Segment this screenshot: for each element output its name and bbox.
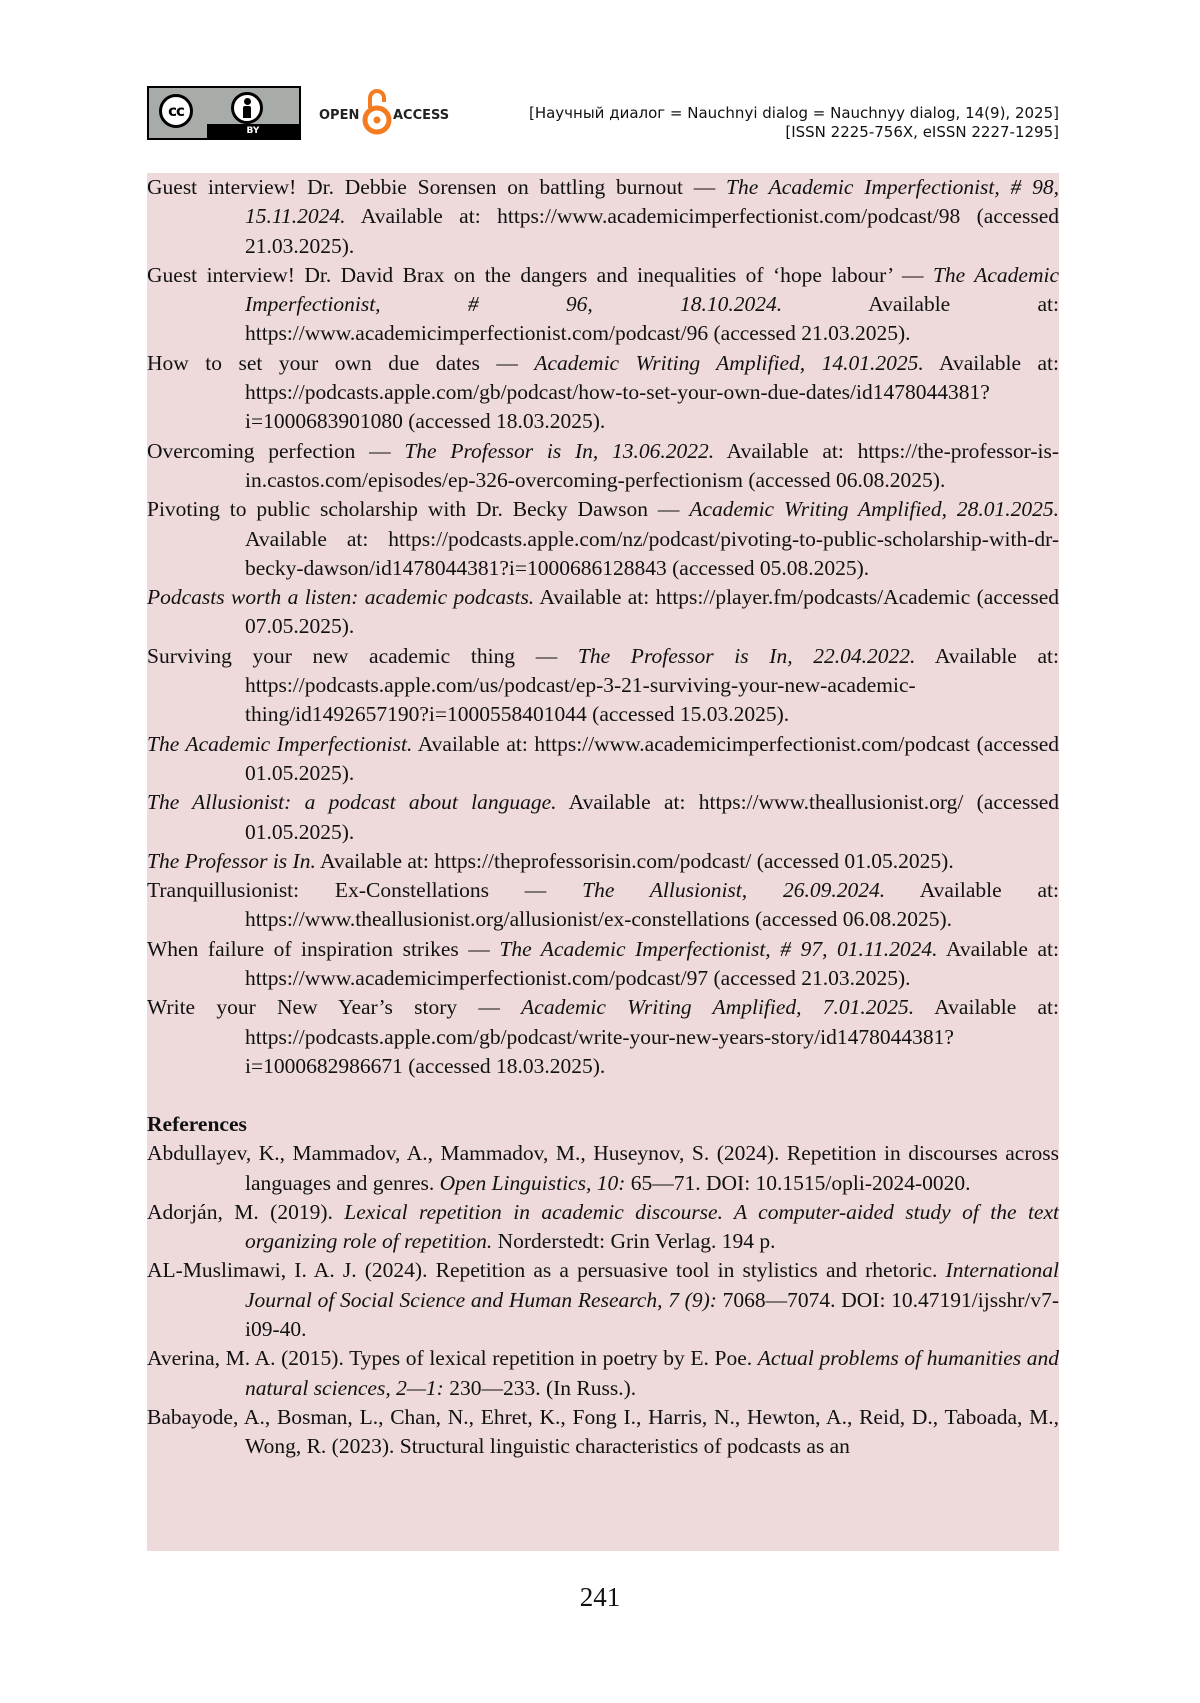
source-entry	[147, 437, 1059, 496]
entry-text: AL-Muslimawi, I. A. J. (2024). Repetition as a persuasive tool in stylistics and rhetoric.	[147, 1258, 946, 1283]
entry-italic-title: The Allusionist, 26.09.2024.	[582, 878, 886, 903]
source-entry	[147, 730, 1059, 789]
entry-availability: Available at: https://player.fm/podcasts/Academic (accessed 07.05.2025).	[245, 585, 1059, 639]
citation-line-1: [Научный диалог = Nauchnyi dialog = Nauchnyy dialog, 14(9), 2025]	[528, 104, 1059, 122]
entry-italic-title: Podcasts worth a listen: academic podcasts.	[147, 585, 535, 610]
entry-availability: Available at: https://the-professor-is-in.castos.com/episodes/ep-326-overcoming-perfectionism (accessed 06.08.2025).	[245, 438, 1059, 492]
entry-availability: Available at: https://podcasts.apple.com/us/podcast/ep-3-21-surviving-your-new-academic-thing/id1492657190?i=1000558401044 (accessed 15.03.2025).	[245, 643, 1059, 727]
source-entry	[147, 261, 1059, 349]
entry-text: Guest interview! Dr. Debbie Sorensen on battling burnout —	[147, 175, 727, 199]
entry-text: Surviving your new academic thing —	[147, 643, 578, 668]
entry-text: When failure of inspiration strikes —	[147, 936, 500, 961]
entry-text: Averina, M. A. (2015). Types of lexical repetition in poetry by E. Poe.	[147, 1346, 758, 1371]
source-entry	[147, 876, 1059, 935]
entry-availability: Available at: https://www.academicimperfectionist.com/podcast/96 (accessed 21.03.2025).	[245, 292, 1059, 346]
entry-availability: 65—71. DOI: 10.1515/opli-2024-0020.	[625, 1170, 971, 1195]
reference-entry	[147, 1139, 1059, 1198]
source-entry	[147, 993, 1059, 1081]
reference-entry	[147, 1198, 1059, 1257]
reference-entry	[147, 1403, 1059, 1462]
page-header	[147, 84, 1059, 144]
entry-italic-title: Lexical repetition in academic discourse. A computer-aided study of the text organizing role of repetition.	[245, 1199, 1059, 1254]
entry-italic-title: The Academic Imperfectionist.	[147, 731, 413, 756]
entry-italic-title: International Journal of Social Science and Human Research, 7 (9):	[245, 1258, 1059, 1312]
open-access-lock-icon	[361, 86, 393, 138]
references-heading: References	[147, 1112, 247, 1137]
entry-italic-title: The Professor is In, 22.04.2022.	[577, 643, 916, 668]
by-label: BY	[207, 124, 299, 138]
entry-availability: 7068—7074. DOI: 10.47191/ijsshr/v7-i09-40.	[245, 1287, 1059, 1341]
entry-availability: Available at: https://www.theallusionist.org/allusionist/ex-constellations (accessed 06.08.2025).	[245, 878, 1059, 932]
entry-availability: Available at: https://podcasts.apple.com/gb/podcast/how-to-set-your-own-due-dates/id1478044381?i=1000683901080 (accessed 18.03.2025).	[245, 350, 1059, 434]
entry-availability: Norderstedt: Grin Verlag. 194 p.	[492, 1229, 776, 1254]
entry-italic-title: The Academic Imperfectionist, # 97, 01.11.2024.	[499, 936, 938, 961]
entry-italic-title: Academic Writing Amplified, 7.01.2025.	[521, 995, 915, 1020]
open-access-left-text: OPEN	[319, 108, 360, 123]
entry-text: Tranquillusionist: Ex-Constellations —	[147, 878, 583, 903]
entry-italic-title: Actual problems of humanities and natural sciences, 2—1:	[245, 1346, 1059, 1400]
entry-italic-title: The Allusionist: a podcast about language.	[147, 790, 557, 815]
entry-availability: Available at: https://podcasts.apple.com/nz/podcast/pivoting-to-public-scholarship-with-dr-becky-dawson/id1478044381?i=1000686128843 (accessed 05.08.2025).	[245, 526, 1059, 580]
page-number: 241	[579, 1582, 621, 1612]
entry-text: Write your New Year’s story —	[147, 995, 522, 1020]
entry-italic-title: Academic Writing Amplified, 28.01.2025.	[689, 497, 1059, 522]
source-entry	[147, 642, 1059, 730]
entry-italic-title: The Professor is In.	[147, 848, 316, 873]
entry-italic-title: The Professor is In, 13.06.2022.	[404, 438, 715, 463]
entry-italic-title: The Academic Imperfectionist, # 98, 15.11.2024.	[245, 175, 1059, 229]
entry-text: Pivoting to public scholarship with Dr. Becky Dawson —	[147, 497, 690, 522]
open-access-logo	[319, 84, 469, 140]
entry-italic-title: Academic Writing Amplified, 14.01.2025.	[534, 350, 924, 375]
source-entry	[147, 788, 1059, 847]
citation-line-2: [ISSN 2225-756X, eISSN 2227-1295]	[785, 123, 1059, 141]
entry-text: Overcoming perfection —	[147, 438, 405, 463]
reference-entry	[147, 1344, 1059, 1403]
source-entry	[147, 583, 1059, 642]
source-entry	[147, 495, 1059, 583]
reference-entry	[147, 1256, 1059, 1344]
sources-list	[147, 173, 1059, 1081]
source-entry	[147, 935, 1059, 994]
attribution-icon	[231, 92, 263, 124]
open-access-right-text: ACCESS	[393, 108, 450, 123]
entry-text: Guest interview! Dr. David Brax on the dangers and inequalities of ‘hope labour’ —	[147, 262, 933, 287]
entry-italic-title: The Academic Imperfectionist, # 96, 18.10.2024.	[245, 262, 1060, 317]
entry-text: Babayode, A., Bosman, L., Chan, N., Ehret, K., Fong I., Harris, N., Hewton, A., Reid, D., Taboada, M., Wong, R. (2023). Structural linguistic characteristics of podcasts as an	[147, 1404, 1059, 1459]
entry-text: How to set your own due dates —	[147, 350, 535, 375]
source-entry	[147, 847, 1059, 876]
entry-availability: Available at: https://theprofessorisin.com/podcast/ (accessed 01.05.2025).	[315, 848, 954, 873]
entry-text: Adorján, M. (2019).	[147, 1199, 345, 1224]
bibliography-content	[147, 173, 1059, 1551]
entry-availability: Available at: https://www.theallusionist.org/ (accessed 01.05.2025).	[245, 790, 1059, 844]
creative-commons-icon: cc	[159, 94, 193, 128]
source-entry	[147, 173, 1059, 261]
source-entry	[147, 349, 1059, 437]
entry-italic-title: Open Linguistics, 10:	[439, 1170, 626, 1195]
journal-citation	[529, 104, 1059, 142]
entry-availability: Available at: https://www.academicimperfectionist.com/podcast/97 (accessed 21.03.2025).	[245, 936, 1059, 991]
entry-availability: Available at: https://www.academicimperfectionist.com/podcast/98 (accessed 21.03.2025).	[245, 204, 1059, 258]
entry-text: Abdullayev, K., Mammadov, A., Mammadov, M., Huseynov, S. (2024). Repetition in discourses across languages and genres.	[147, 1141, 1059, 1195]
references-list	[147, 1139, 1059, 1461]
cc-by-license-badge	[147, 86, 301, 140]
entry-availability: Available at: https://podcasts.apple.com/gb/podcast/write-your-new-years-story/id1478044381?i=1000682986671 (accessed 18.03.2025).	[245, 995, 1059, 1078]
entry-availability: Available at: https://www.academicimperfectionist.com/podcast (accessed 01.05.2025).	[245, 731, 1059, 785]
entry-availability: 230—233. (In Russ.).	[443, 1375, 637, 1400]
